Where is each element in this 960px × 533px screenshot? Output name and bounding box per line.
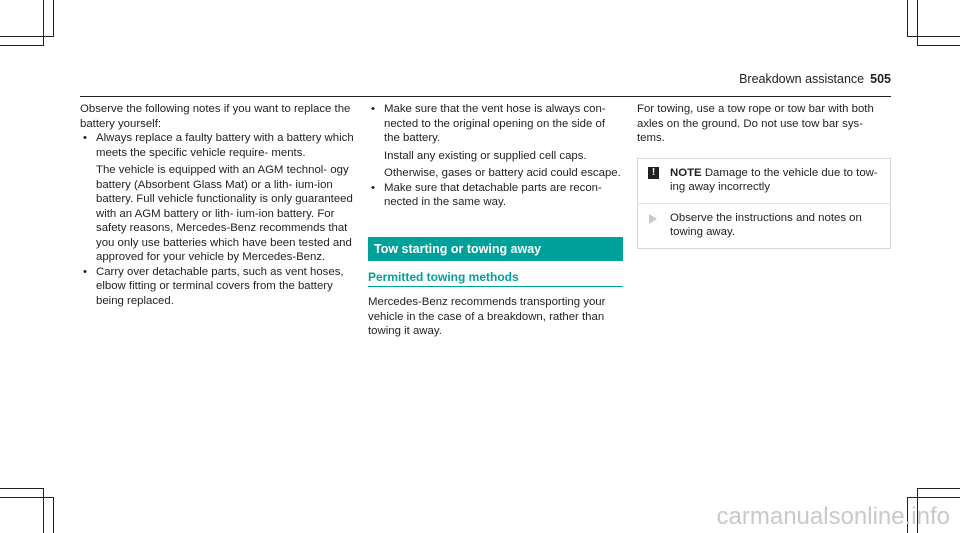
bullet-item xyxy=(368,102,623,181)
bullet-icon: • xyxy=(371,103,375,115)
play-arrow-icon xyxy=(649,214,657,224)
intro-paragraph: Observe the following notes if you want to replace the battery yourself: xyxy=(80,103,351,130)
crop-mark xyxy=(0,36,54,37)
bullet-text: Make sure that the vent hose is always con- nected to the original opening on the side of the battery. xyxy=(384,103,606,144)
subsection-heading: Permitted towing methods xyxy=(368,261,623,288)
page-number: 505 xyxy=(870,72,891,86)
bullet-icon: • xyxy=(83,265,87,278)
bullet-text: Make sure that detachable parts are recon- nected in the same way. xyxy=(384,181,602,208)
bullet-icon: • xyxy=(371,181,375,194)
crop-mark xyxy=(0,488,44,489)
section-heading: Tow starting or towing away xyxy=(368,237,623,261)
bullet-icon: • xyxy=(83,132,87,144)
crop-mark xyxy=(907,36,960,37)
crop-mark xyxy=(917,45,960,46)
note-text: Damage to the vehicle due to tow- ing away incorrectly xyxy=(670,166,878,193)
body-paragraph: Mercedes-Benz recommends transporting your vehicle in the case of a breakdown, rather than towing it away. xyxy=(368,296,606,337)
instruction-text: Observe the instructions and notes on towing away. xyxy=(670,211,862,238)
intro-paragraph: For towing, use a tow rope or tow bar with both axles on the ground. Do not use tow bar sys- tems. xyxy=(637,103,874,144)
crop-mark xyxy=(907,0,908,36)
note-box xyxy=(637,158,891,249)
note-label: NOTE xyxy=(670,166,702,179)
column-2 xyxy=(368,102,623,339)
crop-mark xyxy=(43,0,44,46)
crop-mark xyxy=(53,497,54,533)
instruction-row xyxy=(638,203,890,248)
warning-icon: ! xyxy=(648,167,659,179)
watermark: carmanualsonline.info xyxy=(716,503,950,530)
bullet-text: Always replace a faulty battery with a battery which meets the specific vehicle require- ments. xyxy=(96,132,354,159)
running-header xyxy=(739,72,891,86)
note-row xyxy=(638,159,890,203)
crop-mark xyxy=(917,488,960,489)
column-1 xyxy=(80,102,355,308)
crop-mark xyxy=(907,497,960,498)
bullet-item xyxy=(80,265,355,309)
bullet-item xyxy=(80,131,355,265)
bullet-detail: Install any existing or supplied cell caps. xyxy=(384,149,587,162)
crop-mark xyxy=(0,45,44,46)
crop-mark xyxy=(43,488,44,533)
bullet-item xyxy=(368,181,623,210)
crop-mark xyxy=(0,497,54,498)
bullet-detail: The vehicle is equipped with an AGM technol- ogy battery (Absorbent Glass Mat) or a lith- ium-ion battery. Full vehicle functionality is only guaranteed with an AGM battery or lith- ium-ion battery. For safety reasons, Mercedes-Benz recommends that you only use batteries which have been tested and approved for your vehicle by Mercedes-Benz. xyxy=(96,164,353,263)
header-rule xyxy=(80,96,891,97)
bullet-detail: Otherwise, gases or battery acid could escape. xyxy=(384,167,621,179)
crop-mark xyxy=(53,0,54,36)
column-3 xyxy=(637,102,891,249)
bullet-text: Carry over detachable parts, such as vent hoses, elbow fitting or terminal covers from the battery being replaced. xyxy=(96,265,344,307)
crop-mark xyxy=(917,0,918,46)
header-section-title: Breakdown assistance xyxy=(739,72,865,86)
